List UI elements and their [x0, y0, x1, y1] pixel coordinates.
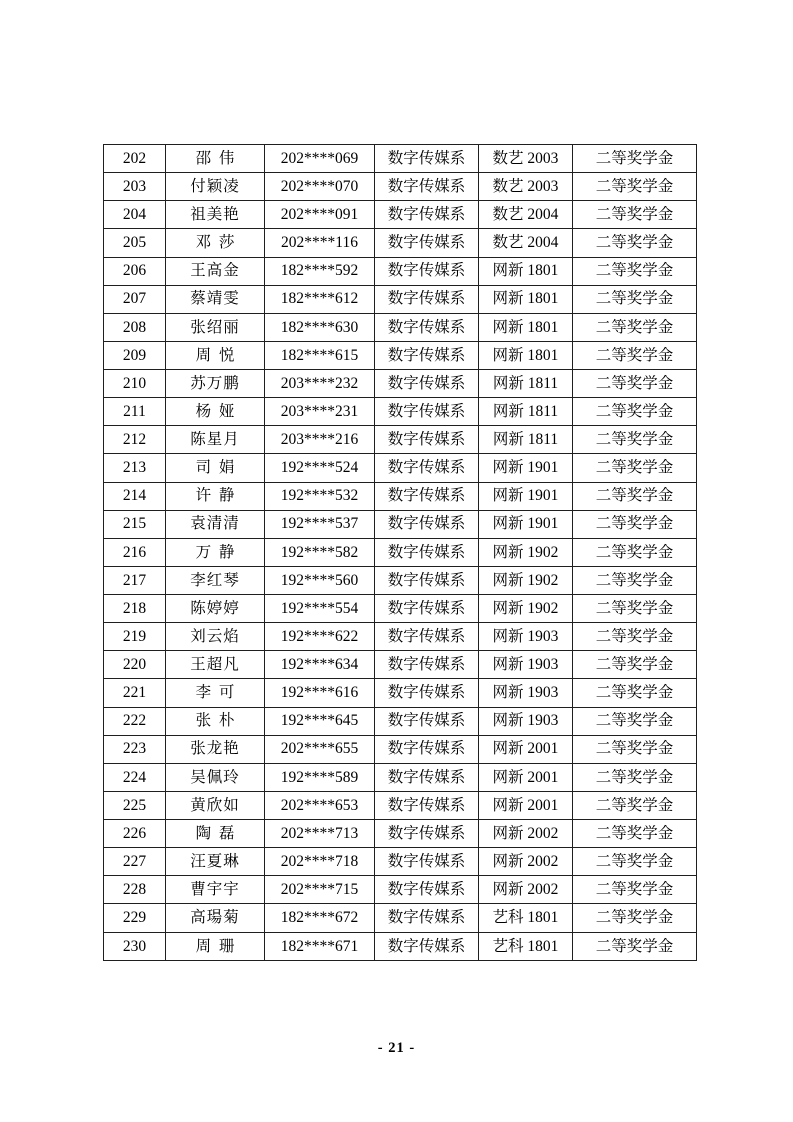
table-row [104, 201, 697, 229]
table-row [104, 482, 697, 510]
department-cell: 数字传媒系 [375, 651, 479, 679]
row-number-cell: 214 [104, 482, 166, 510]
award-cell: 二等奖学金 [573, 341, 697, 369]
award-cell: 二等奖学金 [573, 145, 697, 173]
student-name-cell: 周悦 [166, 341, 265, 369]
table-row [104, 932, 697, 961]
student-id-cell: 192****560 [265, 566, 375, 594]
class-cell: 网新 1801 [479, 285, 573, 313]
class-cell: 网新 1902 [479, 595, 573, 623]
student-name-cell: 苏万鹏 [166, 370, 265, 398]
student-id-cell: 192****537 [265, 510, 375, 538]
student-id-cell: 182****671 [265, 932, 375, 961]
table-row [104, 229, 697, 257]
class-cell: 网新 2001 [479, 791, 573, 819]
class-cell: 网新 1801 [479, 257, 573, 285]
class-cell: 网新 1903 [479, 651, 573, 679]
row-number-cell: 230 [104, 932, 166, 961]
award-cell: 二等奖学金 [573, 791, 697, 819]
class-cell: 数艺 2003 [479, 173, 573, 201]
student-name-cell: 邓莎 [166, 229, 265, 257]
student-name-cell: 袁清清 [166, 510, 265, 538]
student-name-cell: 许静 [166, 482, 265, 510]
class-cell: 网新 2001 [479, 763, 573, 791]
award-cell: 二等奖学金 [573, 538, 697, 566]
row-number-cell: 210 [104, 370, 166, 398]
table-row [104, 426, 697, 454]
table-row [104, 145, 697, 173]
award-cell: 二等奖学金 [573, 595, 697, 623]
page-number: - 21 - [377, 1040, 416, 1056]
department-cell: 数字传媒系 [375, 538, 479, 566]
row-number-cell: 216 [104, 538, 166, 566]
row-number-cell: 212 [104, 426, 166, 454]
student-id-cell: 202****655 [265, 735, 375, 763]
student-id-cell: 182****630 [265, 313, 375, 341]
award-cell: 二等奖学金 [573, 848, 697, 876]
award-cell: 二等奖学金 [573, 651, 697, 679]
row-number-cell: 208 [104, 313, 166, 341]
department-cell: 数字传媒系 [375, 145, 479, 173]
row-number-cell: 213 [104, 454, 166, 482]
class-cell: 网新 1903 [479, 707, 573, 735]
row-number-cell: 220 [104, 651, 166, 679]
student-name-cell: 杨娅 [166, 398, 265, 426]
student-name-cell: 祖美艳 [166, 201, 265, 229]
table-row [104, 398, 697, 426]
department-cell: 数字传媒系 [375, 229, 479, 257]
class-cell: 网新 2002 [479, 848, 573, 876]
row-number-cell: 217 [104, 566, 166, 594]
student-id-cell: 192****554 [265, 595, 375, 623]
student-name-cell: 汪夏琳 [166, 848, 265, 876]
row-number-cell: 222 [104, 707, 166, 735]
award-cell: 二等奖学金 [573, 370, 697, 398]
department-cell: 数字传媒系 [375, 735, 479, 763]
award-cell: 二等奖学金 [573, 904, 697, 932]
student-name-cell: 付颖凌 [166, 173, 265, 201]
row-number-cell: 221 [104, 679, 166, 707]
row-number-cell: 206 [104, 257, 166, 285]
student-id-cell: 202****718 [265, 848, 375, 876]
student-name-cell: 曹宇宇 [166, 876, 265, 904]
table-row [104, 848, 697, 876]
class-cell: 网新 1801 [479, 313, 573, 341]
award-cell: 二等奖学金 [573, 173, 697, 201]
student-name-cell: 陈星月 [166, 426, 265, 454]
student-id-cell: 182****672 [265, 904, 375, 932]
student-name-cell: 张朴 [166, 707, 265, 735]
row-number-cell: 228 [104, 876, 166, 904]
table-row [104, 341, 697, 369]
award-cell: 二等奖学金 [573, 566, 697, 594]
class-cell: 网新 1811 [479, 398, 573, 426]
student-name-cell: 王高金 [166, 257, 265, 285]
row-number-cell: 204 [104, 201, 166, 229]
award-cell: 二等奖学金 [573, 426, 697, 454]
department-cell: 数字传媒系 [375, 707, 479, 735]
department-cell: 数字传媒系 [375, 257, 479, 285]
class-cell: 网新 2002 [479, 820, 573, 848]
student-id-cell: 182****615 [265, 341, 375, 369]
row-number-cell: 207 [104, 285, 166, 313]
student-id-cell: 192****616 [265, 679, 375, 707]
department-cell: 数字传媒系 [375, 510, 479, 538]
row-number-cell: 223 [104, 735, 166, 763]
award-cell: 二等奖学金 [573, 285, 697, 313]
class-cell: 网新 1902 [479, 538, 573, 566]
table-row [104, 735, 697, 763]
table-row [104, 370, 697, 398]
student-name-cell: 吴佩玲 [166, 763, 265, 791]
class-cell: 艺科 1801 [479, 932, 573, 961]
student-id-cell: 202****116 [265, 229, 375, 257]
student-id-cell: 182****612 [265, 285, 375, 313]
table-row [104, 313, 697, 341]
table-row [104, 679, 697, 707]
row-number-cell: 226 [104, 820, 166, 848]
student-id-cell: 203****216 [265, 426, 375, 454]
student-name-cell: 万静 [166, 538, 265, 566]
department-cell: 数字传媒系 [375, 932, 479, 961]
row-number-cell: 218 [104, 595, 166, 623]
department-cell: 数字传媒系 [375, 201, 479, 229]
row-number-cell: 209 [104, 341, 166, 369]
student-id-cell: 202****713 [265, 820, 375, 848]
student-name-cell: 蔡靖雯 [166, 285, 265, 313]
department-cell: 数字传媒系 [375, 454, 479, 482]
table-row [104, 707, 697, 735]
student-name-cell: 黄欣如 [166, 791, 265, 819]
student-name-cell: 张龙艳 [166, 735, 265, 763]
department-cell: 数字传媒系 [375, 876, 479, 904]
table-row [104, 285, 697, 313]
row-number-cell: 215 [104, 510, 166, 538]
class-cell: 网新 1903 [479, 623, 573, 651]
class-cell: 网新 1902 [479, 566, 573, 594]
table-row [104, 566, 697, 594]
table-row [104, 510, 697, 538]
student-id-cell: 192****645 [265, 707, 375, 735]
department-cell: 数字传媒系 [375, 623, 479, 651]
award-cell: 二等奖学金 [573, 707, 697, 735]
scholarship-table-body [104, 145, 697, 961]
department-cell: 数字传媒系 [375, 398, 479, 426]
class-cell: 数艺 2004 [479, 229, 573, 257]
student-name-cell: 李可 [166, 679, 265, 707]
student-name-cell: 高瑒菊 [166, 904, 265, 932]
department-cell: 数字传媒系 [375, 595, 479, 623]
table-row [104, 595, 697, 623]
class-cell: 网新 1801 [479, 341, 573, 369]
student-name-cell: 陈婷婷 [166, 595, 265, 623]
student-id-cell: 202****070 [265, 173, 375, 201]
student-id-cell: 203****231 [265, 398, 375, 426]
award-cell: 二等奖学金 [573, 454, 697, 482]
award-cell: 二等奖学金 [573, 820, 697, 848]
department-cell: 数字传媒系 [375, 341, 479, 369]
table-row [104, 623, 697, 651]
award-cell: 二等奖学金 [573, 623, 697, 651]
student-name-cell: 王超凡 [166, 651, 265, 679]
table-row [104, 763, 697, 791]
award-cell: 二等奖学金 [573, 201, 697, 229]
department-cell: 数字传媒系 [375, 791, 479, 819]
table-row [104, 904, 697, 932]
class-cell: 网新 1901 [479, 510, 573, 538]
department-cell: 数字传媒系 [375, 313, 479, 341]
class-cell: 网新 2002 [479, 876, 573, 904]
table-row [104, 173, 697, 201]
row-number-cell: 229 [104, 904, 166, 932]
student-name-cell: 李红琴 [166, 566, 265, 594]
award-cell: 二等奖学金 [573, 763, 697, 791]
row-number-cell: 227 [104, 848, 166, 876]
department-cell: 数字传媒系 [375, 566, 479, 594]
award-cell: 二等奖学金 [573, 876, 697, 904]
row-number-cell: 203 [104, 173, 166, 201]
class-cell: 网新 2001 [479, 735, 573, 763]
student-id-cell: 202****653 [265, 791, 375, 819]
student-id-cell: 192****582 [265, 538, 375, 566]
department-cell: 数字传媒系 [375, 679, 479, 707]
table-row [104, 791, 697, 819]
award-cell: 二等奖学金 [573, 313, 697, 341]
student-id-cell: 202****069 [265, 145, 375, 173]
department-cell: 数字传媒系 [375, 426, 479, 454]
scholarship-table [103, 144, 697, 961]
class-cell: 数艺 2003 [479, 145, 573, 173]
table-row [104, 257, 697, 285]
row-number-cell: 224 [104, 763, 166, 791]
class-cell: 网新 1903 [479, 679, 573, 707]
student-name-cell: 邵伟 [166, 145, 265, 173]
table-row [104, 820, 697, 848]
department-cell: 数字传媒系 [375, 904, 479, 932]
department-cell: 数字传媒系 [375, 763, 479, 791]
award-cell: 二等奖学金 [573, 510, 697, 538]
award-cell: 二等奖学金 [573, 398, 697, 426]
department-cell: 数字传媒系 [375, 820, 479, 848]
class-cell: 网新 1811 [479, 370, 573, 398]
row-number-cell: 219 [104, 623, 166, 651]
class-cell: 网新 1901 [479, 454, 573, 482]
student-name-cell: 刘云焰 [166, 623, 265, 651]
award-cell: 二等奖学金 [573, 482, 697, 510]
table-row [104, 538, 697, 566]
row-number-cell: 225 [104, 791, 166, 819]
department-cell: 数字传媒系 [375, 285, 479, 313]
student-name-cell: 周珊 [166, 932, 265, 961]
student-name-cell: 陶磊 [166, 820, 265, 848]
award-cell: 二等奖学金 [573, 229, 697, 257]
student-id-cell: 202****091 [265, 201, 375, 229]
class-cell: 网新 1811 [479, 426, 573, 454]
department-cell: 数字传媒系 [375, 173, 479, 201]
award-cell: 二等奖学金 [573, 735, 697, 763]
class-cell: 数艺 2004 [479, 201, 573, 229]
student-id-cell: 192****634 [265, 651, 375, 679]
student-id-cell: 202****715 [265, 876, 375, 904]
award-cell: 二等奖学金 [573, 679, 697, 707]
row-number-cell: 211 [104, 398, 166, 426]
student-id-cell: 192****532 [265, 482, 375, 510]
student-id-cell: 192****524 [265, 454, 375, 482]
table-row [104, 876, 697, 904]
row-number-cell: 205 [104, 229, 166, 257]
row-number-cell: 202 [104, 145, 166, 173]
class-cell: 艺科 1801 [479, 904, 573, 932]
student-id-cell: 192****622 [265, 623, 375, 651]
department-cell: 数字传媒系 [375, 370, 479, 398]
student-name-cell: 张绍丽 [166, 313, 265, 341]
table-row [104, 454, 697, 482]
department-cell: 数字传媒系 [375, 482, 479, 510]
student-id-cell: 182****592 [265, 257, 375, 285]
student-id-cell: 203****232 [265, 370, 375, 398]
department-cell: 数字传媒系 [375, 848, 479, 876]
award-cell: 二等奖学金 [573, 932, 697, 961]
student-name-cell: 司娟 [166, 454, 265, 482]
student-id-cell: 192****589 [265, 763, 375, 791]
class-cell: 网新 1901 [479, 482, 573, 510]
award-cell: 二等奖学金 [573, 257, 697, 285]
table-row [104, 651, 697, 679]
